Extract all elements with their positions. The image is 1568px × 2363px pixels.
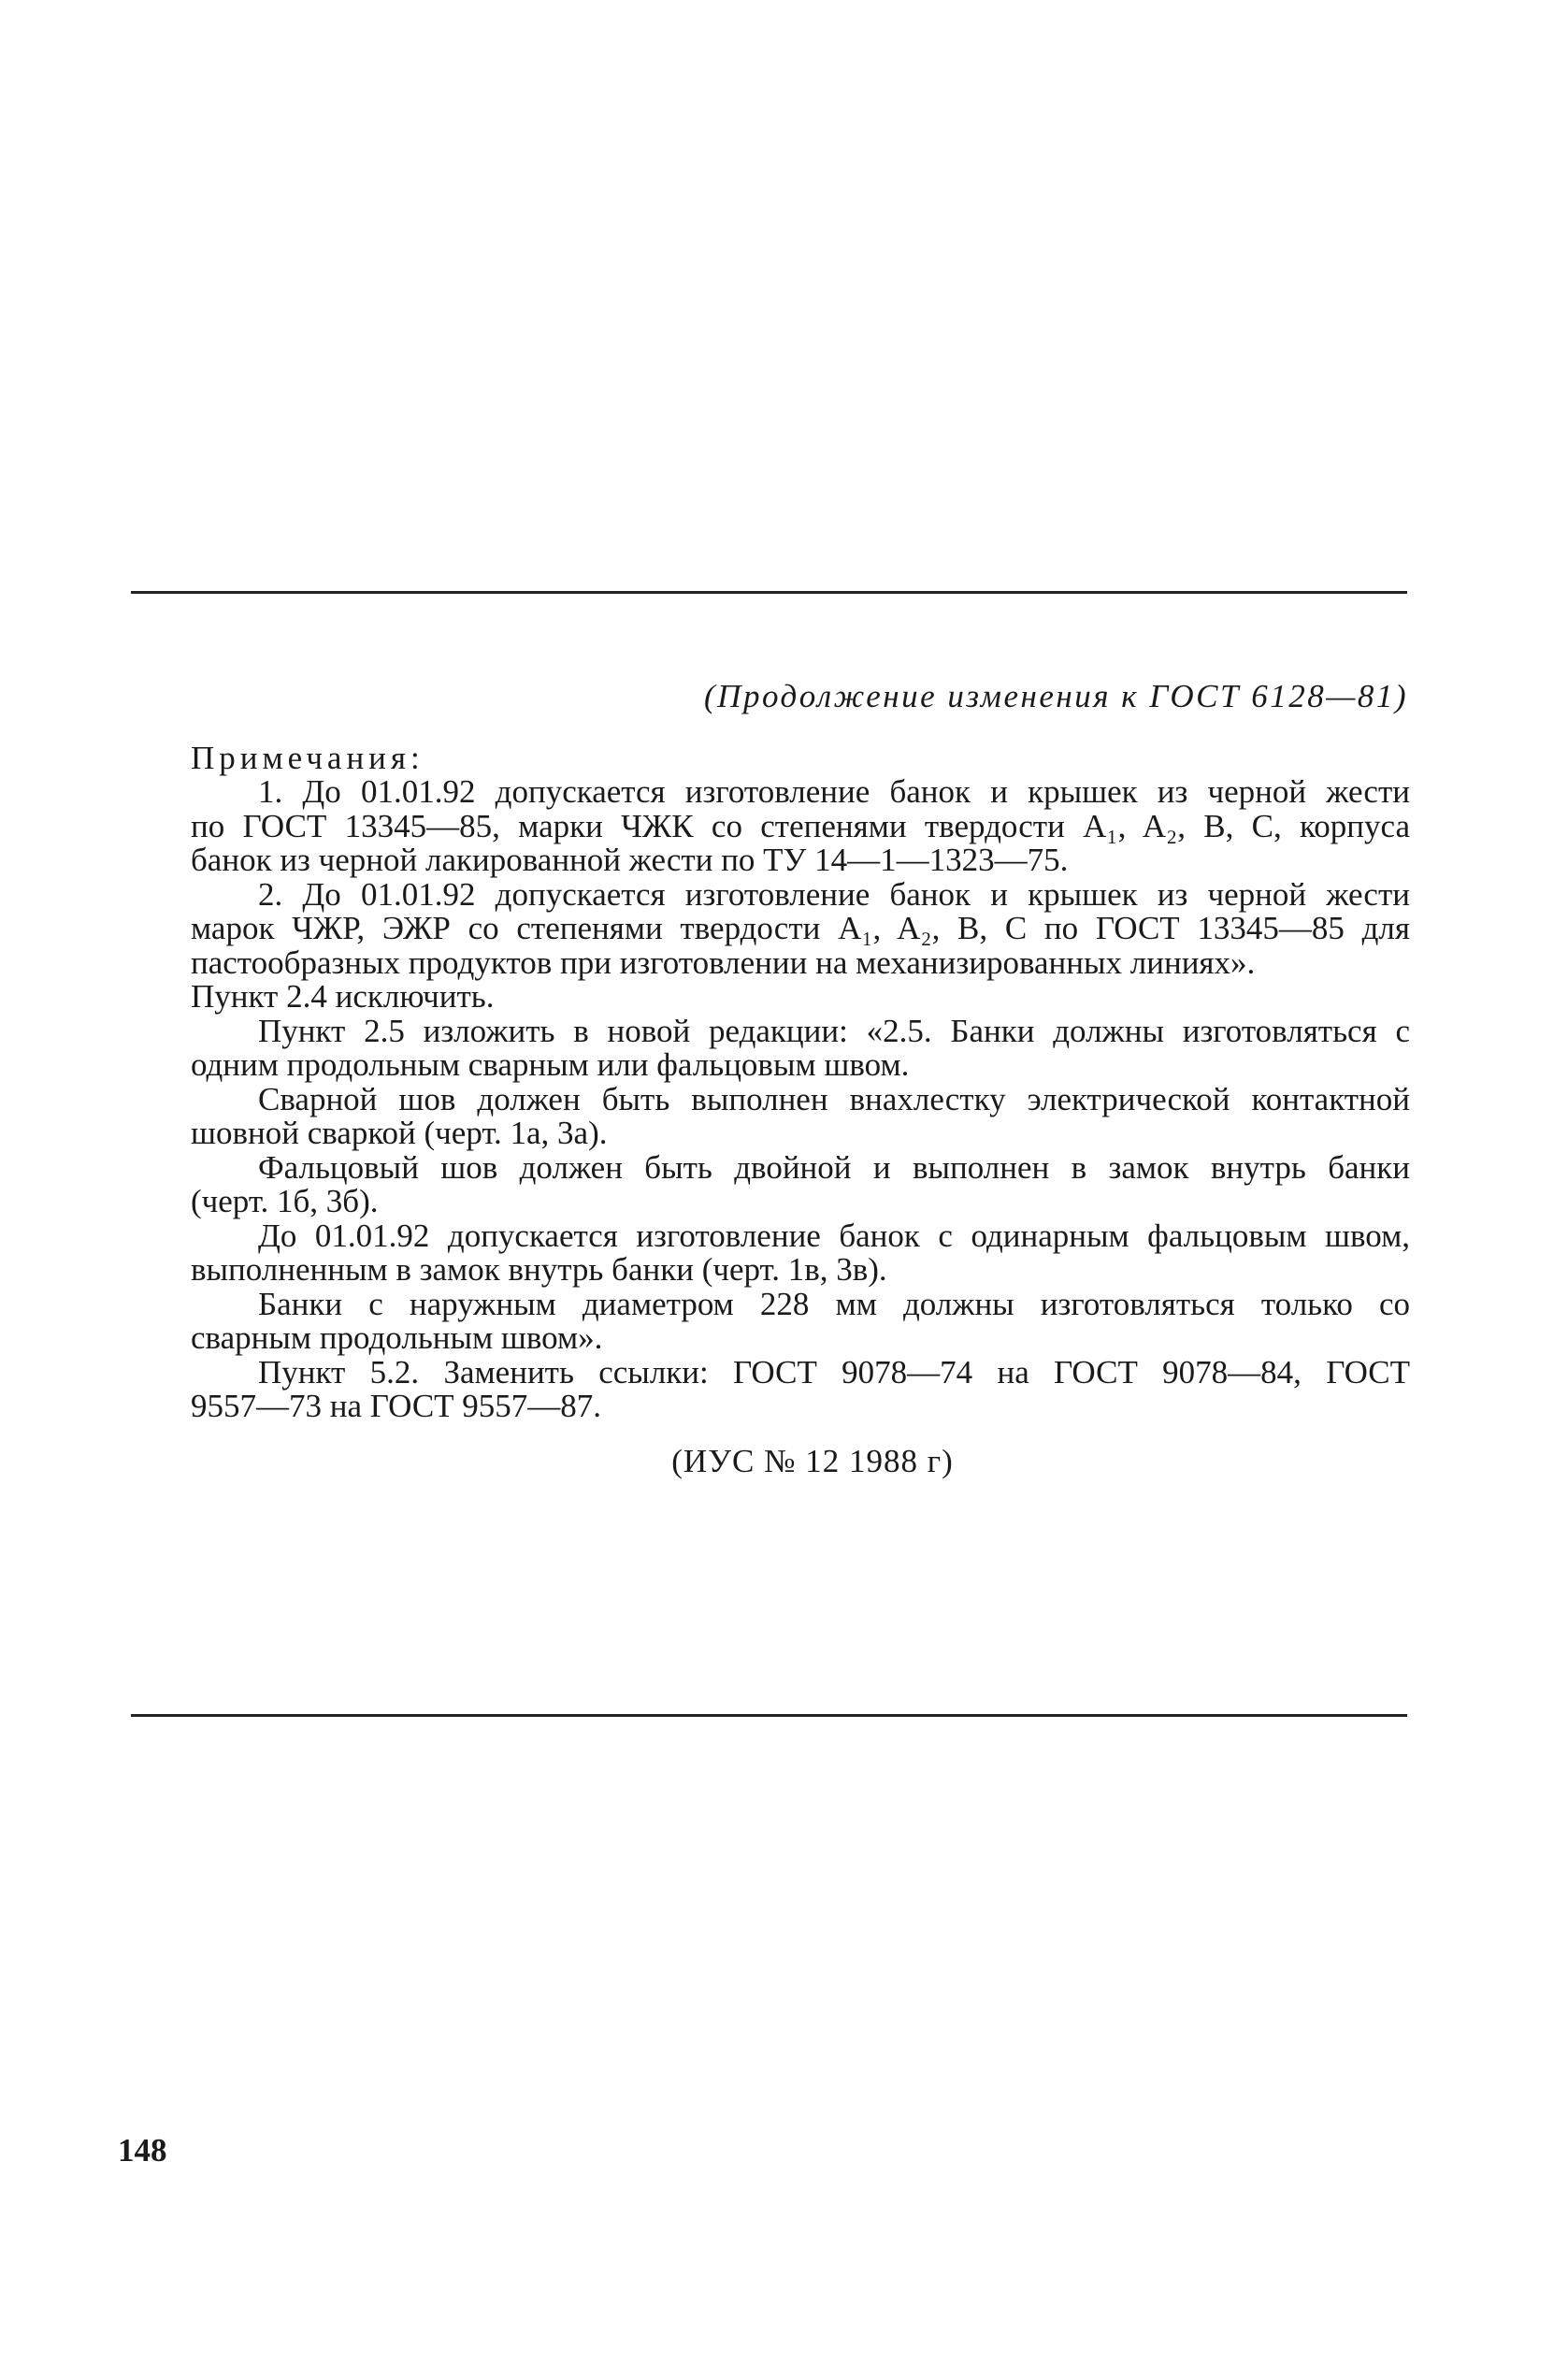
fold-seam-paragraph [123,1148,1410,1219]
item-5-2 [123,1353,1410,1424]
weld-seam-line: Сварной шов должен быть выполнен внахлестку электрической контактной [258,1080,1410,1117]
item-2-5-line: Пункт 2.5 изложить в новой редакции: «2.5. Банки должны изготовляться с [258,1012,1410,1049]
diameter-paragraph [123,1285,1410,1356]
weld-seam-paragraph [123,1080,1410,1151]
document-body [123,680,1410,1478]
note-1-line: 1. До 01.01.92 допускается изготовление банок и крышек из черной жести [258,773,1410,810]
note-1 [123,775,1410,878]
continuation-header: (Продолжение изменения к ГОСТ 6128—81) [704,678,1408,714]
notes-heading: Примечания: [191,739,424,776]
item-2-5-line: одним продольным сварным или фальцовым швом. [191,1046,910,1083]
page-number: 148 [118,2132,167,2168]
item-2-5 [123,1012,1410,1083]
item-5-2-line: 9557—73 на ГОСТ 9557—87. [191,1388,602,1424]
note-2-line: марок ЧЖР, ЭЖР со степенями твердости A₁, A₂, B, C по ГОСТ 13345—85 для [191,910,1410,946]
item-2-4: Пункт 2.4 исключить. [191,978,495,1015]
diameter-line: Банки с наружным диаметром 228 мм должны изготовляться только со [258,1285,1410,1322]
note-2-line: 2. До 01.01.92 допускается изготовление банок и крышек из черной жести [258,875,1410,913]
weld-seam-line: шовной сваркой (черт. 1а, 3а). [191,1115,608,1151]
diameter-line: сварным продольным швом». [191,1319,603,1356]
until-1992-line: выполненным в замок внутрь банки (черт. 1в, 3в). [191,1251,887,1288]
top-horizontal-rule [131,591,1407,594]
source-reference: (ИУС № 12 1988 г) [671,1442,954,1479]
until-1992-line: До 01.01.92 допускается изготовление банок с одинарным фальцовым швом, [258,1217,1410,1254]
note-2-line: пастообразных продуктов при изготовлении на механизированных линиях». [191,944,1256,981]
note-2 [123,875,1410,981]
note-1-line: банок из черной лакированной жести по ТУ 14—1—1323—75. [191,842,1069,878]
item-5-2-line: Пункт 5.2. Заменить ссылки: ГОСТ 9078—74 на ГОСТ 9078—84, ГОСТ [258,1353,1410,1390]
bottom-horizontal-rule [131,1714,1407,1717]
until-1992-paragraph [123,1219,1410,1288]
note-1-line: по ГОСТ 13345—85, марки ЧЖК со степенями твердости A₁, A₂, B, C, корпуса [191,807,1410,844]
fold-seam-line: Фальцовый шов должен быть двойной и выполнен в замок внутрь банки [258,1148,1410,1186]
fold-seam-line: (черт. 1б, 3б). [191,1183,379,1219]
